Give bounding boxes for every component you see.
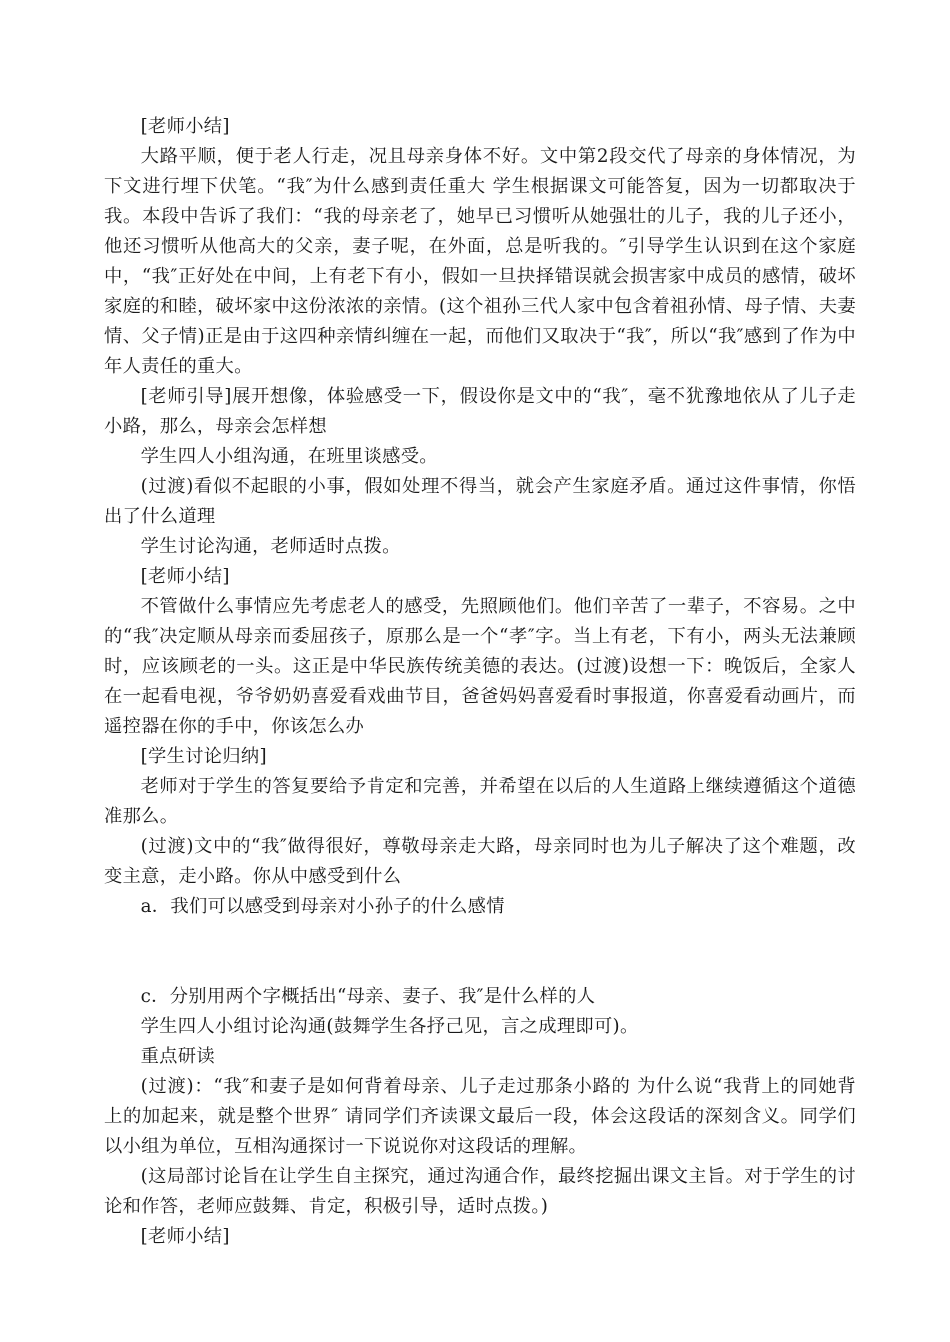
- body-paragraph: 大路平顺，便于老人行走，况且母亲身体不好。文中第2段交代了母亲的身体情况，为下文进行埋下伏笔。“我″为什么感到责任重大 学生根据课文可能答复，因为一切都取决于我。本段中告诉了我们：“我的母亲老了，她早已习惯听从她强壮的儿子，我的儿子还小，他还习惯听从他高大的父亲，妻子呢，在外面，总是听我的。″引导学生认识到在这个家庭中，“我″正好处在中间，上有老下有小，假如一旦抉择错误就会损害家中成员的感情，破坏家庭的和睦，破坏家中这份浓浓的亲情。(这个祖孙三代人家中包含着祖孙情、母子情、夫妻情、父子情)正是由于这四种亲情纠缠在一起，而他们又取决于“我″，所以“我″感到了作为中年人责任的重大。: [104, 146, 856, 377]
- question-item-c: c．分别用两个字概括出“母亲、妻子、我″是什么样的人: [140, 986, 596, 1007]
- section-heading-teacher-summary: [老师小结]: [140, 1226, 230, 1247]
- transition-paragraph: (过渡)：“我″和妻子是如何背着母亲、儿子走过那条小路的 为什么说“我背上的同她背上的加起来，就是整个世界″ 请同学们齐读课文最后一段，体会这段话的深刻含义。同学们以小组为单位，互相沟通探讨一下说说你对这段话的理解。: [104, 1076, 856, 1157]
- question-item-a: a．我们可以感受到母亲对小孙子的什么感情: [140, 896, 505, 917]
- section-heading-teacher-summary: [老师小结]: [140, 116, 230, 137]
- blank-spacer: [104, 922, 856, 982]
- body-paragraph: 老师对于学生的答复要给予肯定和完善，并希望在以后的人生道路上继续遵循这个道德准那么。: [104, 776, 856, 827]
- section-heading-key-reading: 重点研读: [140, 1046, 215, 1067]
- section-heading-teacher-guide: [老师引导]展开想像，体验感受一下，假设你是文中的“我″，毫不犹豫地依从了儿子走小路，那么，母亲会怎样想: [104, 386, 856, 437]
- document-page: [104, 112, 856, 1252]
- note-paragraph: (这局部讨论旨在让学生自主探究，通过沟通合作，最终挖掘出课文主旨。对于学生的讨论和作答，老师应鼓舞、肯定，积极引导，适时点拨。): [104, 1166, 856, 1217]
- transition-paragraph: (过渡)看似不起眼的小事，假如处理不得当，就会产生家庭矛盾。通过这件事情，你悟出了什么道理: [104, 476, 856, 527]
- section-heading-student-discussion: [学生讨论归纳]: [140, 746, 267, 767]
- body-paragraph: 学生讨论沟通，老师适时点拨。: [140, 536, 401, 557]
- body-paragraph: 学生四人小组沟通，在班里谈感受。: [140, 446, 438, 467]
- body-paragraph: 不管做什么事情应先考虑老人的感受，先照顾他们。他们辛苦了一辈子，不容易。之中的“我″决定顺从母亲而委屈孩子，原那么是一个“孝″字。当上有老，下有小，两头无法兼顾时，应该顾老的一头。这正是中华民族传统美德的表达。(过渡)设想一下：晚饭后，全家人在一起看电视，爷爷奶奶喜爱看戏曲节目，爸爸妈妈喜爱看时事报道，你喜爱看动画片，而遥控器在你的手中，你该怎么办: [104, 596, 856, 737]
- section-heading-teacher-summary: [老师小结]: [140, 566, 230, 587]
- transition-paragraph: (过渡)文中的“我″做得很好，尊敬母亲走大路，母亲同时也为儿子解决了这个难题，改变主意，走小路。你从中感受到什么: [104, 836, 856, 887]
- body-paragraph: 学生四人小组讨论沟通(鼓舞学生各抒己见，言之成理即可)。: [140, 1016, 639, 1037]
